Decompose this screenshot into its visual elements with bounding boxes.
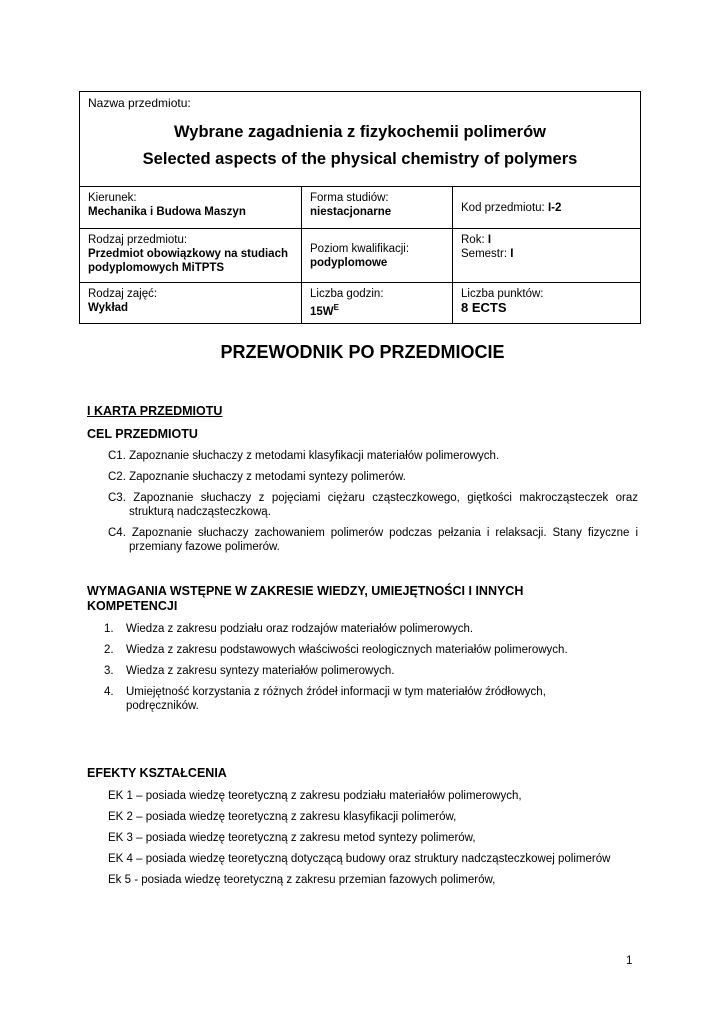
rok-semestr-cell [453, 229, 641, 283]
poziom-value: podyplomowe [310, 256, 388, 269]
goal-item: C4. Zapoznanie słuchaczy zachowaniem polimerów podczas pełzania i relaksacji. Stany fizyczne i przemiany fazowe polimerów. [108, 527, 638, 553]
kierunek-cell [80, 187, 302, 229]
liczba-godzin-cell [302, 283, 453, 324]
kierunek-value: Mechanika i Budowa Maszyn [88, 206, 246, 218]
course-title-cell [80, 92, 641, 187]
course-title-pl: Wybrane zagadnienia z fizykochemii polimerów [174, 123, 546, 141]
effect-item: EK 4 – posiada wiedzę teoretyczną dotyczącą budowy oraz struktury nadcząsteczkowej polimerów [108, 853, 611, 865]
guide-title: PRZEWODNIK PO PRZEDMIOCIE [220, 342, 505, 362]
requirement-item: 4. Umiejętność korzystania z różnych źródeł informacji w tym materiałów źródłowych, podręczników. [104, 686, 546, 712]
rok-value: I [487, 234, 492, 246]
course-title-en: Selected aspects of the physical chemistry of polymers [142, 150, 578, 168]
course-name-label: Nazwa przedmiotu: [88, 96, 191, 110]
rodzaj-zajec-cell [80, 283, 302, 324]
forma-value: niestacjonarne [310, 206, 392, 218]
requirements-list [104, 622, 639, 720]
requirement-item: 3. Wiedza z zakresu syntezy materiałów polimerowych. [104, 665, 395, 677]
poziom-cell [302, 229, 453, 283]
semestr-label: Semestr: [461, 248, 511, 260]
forma-label: Forma studiów: [310, 192, 389, 204]
liczba-punktow-cell [453, 283, 641, 324]
rodzaj-przedmiotu-label: Rodzaj przedmiotu: [88, 234, 188, 246]
goal-item: C3. Zapoznanie słuchaczy z pojęciami ciężaru cząsteczkowego, giętkości makrocząsteczek oraz strukturą nadcząsteczkową. [108, 492, 638, 518]
rodzaj-przedmiotu-value: Przedmiot obowiązkowy na studiach podyplomowych MiTPTS [88, 248, 289, 274]
rok-label: Rok: [461, 234, 488, 246]
course-info-table [79, 91, 641, 324]
liczba-godzin-value: 15W [310, 305, 334, 318]
effects-list [108, 789, 643, 894]
kierunek-label: Kierunek: [88, 192, 137, 204]
page-number: 1 [626, 955, 633, 967]
kod-label: Kod przedmiotu: [461, 201, 548, 214]
liczba-godzin-sup: E [333, 303, 339, 312]
effect-item: EK 2 – posiada wiedzę teoretyczną z zakresu klasyfikacji polimerów, [108, 811, 457, 823]
effect-item: EK 3 – posiada wiedzę teoretyczną z zakresu metod syntezy polimerów, [108, 832, 476, 844]
poziom-label: Poziom kwalifikacji: [310, 242, 410, 255]
goal-item: C2. Zapoznanie słuchaczy z metodami syntezy polimerów. [108, 471, 406, 483]
kod-cell [453, 187, 641, 229]
liczba-godzin-label: Liczba godzin: [310, 288, 384, 300]
semestr-value: I [510, 248, 514, 260]
rodzaj-zajec-value: Wykład [88, 302, 129, 314]
goal-item: C1. Zapoznanie słuchaczy z metodami klasyfikacji materiałów polimerowych. [108, 450, 500, 462]
liczba-punktow-label: Liczba punktów: [461, 288, 544, 300]
kod-value: I-2 [547, 201, 562, 214]
section-heading-cel: CEL PRZEDMIOTU [87, 427, 198, 441]
rodzaj-przedmiotu-cell [80, 229, 302, 283]
section-heading-efekty: EFEKTY KSZTAŁCENIA [87, 766, 227, 780]
liczba-punktow-value: 8 ECTS [461, 300, 507, 315]
forma-cell [302, 187, 453, 229]
requirement-item: 2. Wiedza z zakresu podstawowych właściwości reologicznych materiałów polimerowych. [104, 644, 568, 656]
rodzaj-zajec-label: Rodzaj zajęć: [88, 288, 158, 300]
section-heading-karta: I KARTA PRZEDMIOTU [87, 404, 223, 418]
section-heading-wymagania: WYMAGANIA WSTĘPNE W ZAKRESIE WIEDZY, UMIEJĘTNOŚCI I INNYCH KOMPETENCJI [87, 584, 524, 613]
requirement-item: 1. Wiedza z zakresu podziału oraz rodzajów materiałów polimerowych. [104, 623, 474, 635]
effect-item: EK 1 – posiada wiedzę teoretyczną z zakresu podziału materiałów polimerowych, [108, 790, 522, 802]
goals-list [108, 449, 638, 561]
effect-item: Ek 5 - posiada wiedzę teoretyczną z zakresu przemian fazowych polimerów, [108, 874, 496, 886]
